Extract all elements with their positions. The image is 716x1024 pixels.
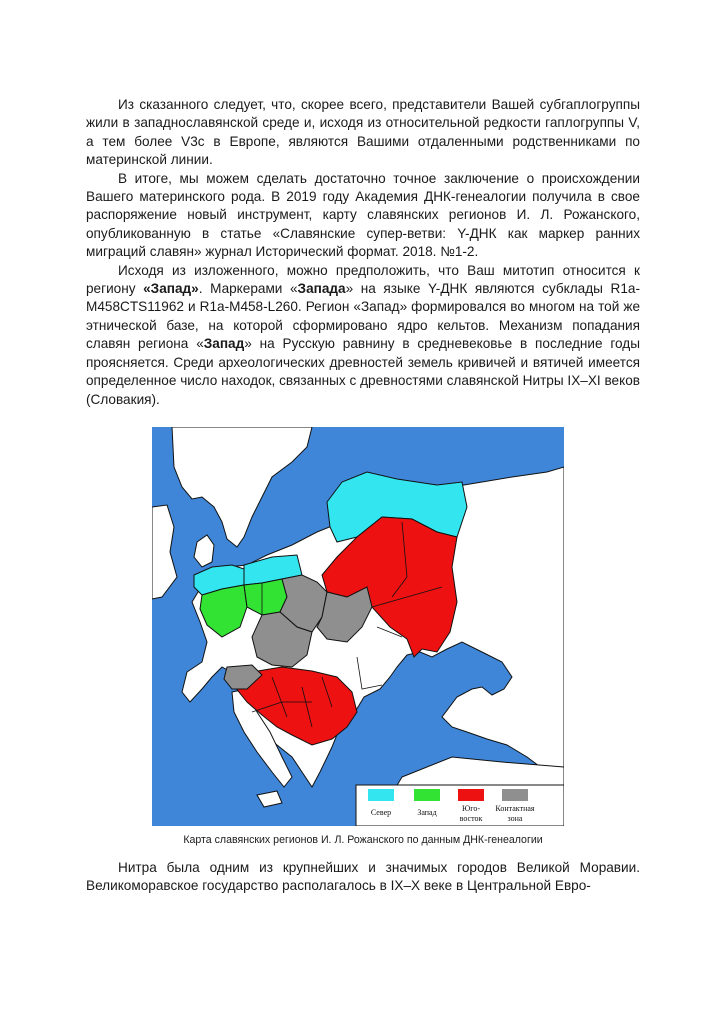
figure-caption: Карта славянских регионов И. Л. Рожанского по данным ДНК-генеалогии	[183, 834, 543, 846]
body-text-bottom	[86, 859, 640, 896]
legend-swatch-west	[414, 789, 440, 801]
paragraph	[86, 859, 640, 896]
paragraph	[86, 262, 640, 409]
text-run: Из сказанного следует, что, скорее всего, представители Вашей субгаплогруппы жили в западнославянской среде и, исходя из относительной редкости гаплогруппы V, а тем более V3c в Европе, являются Вашими отдаленными родственниками по материнской линии.	[86, 97, 640, 168]
paragraph	[86, 96, 640, 170]
legend-label-contact: Контактная зона	[495, 804, 535, 823]
bold-text: Запада	[297, 281, 346, 297]
text-run: Исходя из изложенного, можно предположить, что Ваш митотип относится к региону	[86, 262, 640, 297]
text-run: » на языке Y-ДНК являются субклады R1a-M458CTS11962 и R1a-M458-L260. Регион «Запад» формировался во многом на той же этнической базе, на которой сформировано ядро кельтов. Механизм попадания славян региона «	[86, 281, 640, 352]
legend-swatch-north	[368, 789, 394, 801]
legend-swatch-contact	[502, 789, 528, 801]
legend-swatch-southeast	[458, 789, 484, 801]
text-run: Нитра была одним из крупнейших и значимых городов Великой Моравии. Великоморавское государство располагалось в IX–X веке в Центральной Евро-	[86, 860, 640, 894]
text-run: » на Русскую равнину в средневековье в последние годы проясняется. Среди археологических древностей земель кривичей и вятичей имеется определенное число находок, связанных с древностями славянской Нитры IX–XI веков (Словакия).	[86, 336, 640, 407]
text-run: В итоге, мы можем сделать достаточно точное заключение о происхождении Вашего материнского рода. В 2019 году Академия ДНК-генеалогии получила в свое распоряжение новый инструмент, карту славянских регионов И. Л. Рожанского, опубликованную в статье «Славянские супер-ветви: Y-ДНК как маркер ранних миграций славян» журнал Исторический формат. 2018. №1-2.	[86, 170, 640, 260]
legend-label-southeast: Юго-восток	[459, 804, 483, 823]
legend-label-north: Север	[370, 808, 392, 817]
slavic-regions-map	[152, 427, 564, 826]
text-run: . Маркерами «	[198, 281, 298, 297]
body-text-top	[86, 96, 640, 409]
bold-text: «Запад»	[143, 281, 199, 297]
legend-label-west: Запад	[417, 808, 437, 817]
map-legend	[356, 785, 564, 826]
bold-text: Запад	[203, 336, 245, 352]
paragraph	[86, 170, 640, 262]
